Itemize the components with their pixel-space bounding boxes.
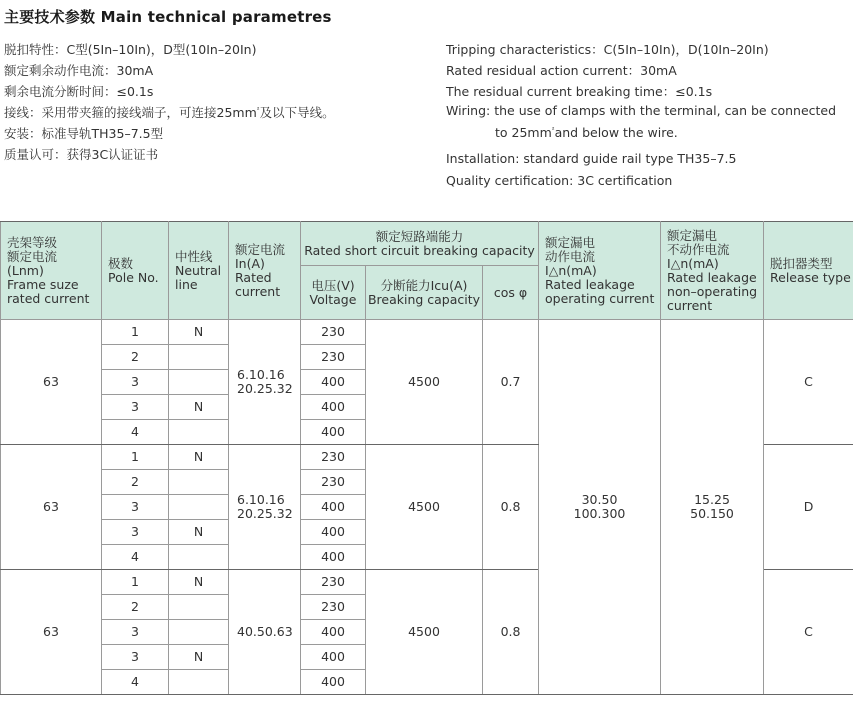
spec-line: to $25mm^{^2}and$ below the wire.: [495, 125, 678, 140]
pole-cell: 3: [102, 370, 169, 395]
neutral-cell: N: [169, 570, 229, 595]
spec-line: 安装：标准导轨TH35–7.5型: [4, 126, 164, 141]
breaking-capacity-cell: 4500: [366, 445, 483, 570]
neutral-cell: N: [169, 520, 229, 545]
voltage-cell: 230: [301, 320, 366, 345]
voltage-cell: 230: [301, 345, 366, 370]
header-release-type: 脱扣器类型 Release type: [764, 222, 853, 320]
neutral-cell: N: [169, 645, 229, 670]
header-rated-current: 额定电流 In(A) Rated current: [229, 222, 301, 320]
breaking-capacity-cell: 4500: [366, 320, 483, 445]
rated-current-cell: 40.50.63: [229, 570, 301, 695]
header-cos: cos φ: [483, 266, 539, 320]
pole-cell: 1: [102, 445, 169, 470]
header-breaking-capacity: 额定短路端能力 Rated short circuit breaking capacity: [301, 222, 539, 266]
leakage-operating-cell: 30.50 100.300: [539, 320, 661, 695]
spec-line: Installation: standard guide rail type TH35–7.5: [446, 151, 737, 166]
spec-line: Quality certification: 3C certification: [446, 173, 673, 188]
rated-current-cell: 6.10.16 20.25.32: [229, 320, 301, 445]
cos-cell: 0.7: [483, 320, 539, 445]
voltage-cell: 400: [301, 495, 366, 520]
pole-cell: 4: [102, 670, 169, 695]
voltage-cell: 400: [301, 520, 366, 545]
table-row: [1, 320, 853, 345]
leakage-nonoperating-cell: 15.25 50.150: [661, 320, 764, 695]
spec-line: Tripping characteristics：C(5In–10In)，D(10In–20In): [446, 42, 769, 57]
neutral-cell: N: [169, 395, 229, 420]
pole-cell: 2: [102, 345, 169, 370]
voltage-cell: 230: [301, 595, 366, 620]
neutral-cell: [169, 420, 229, 445]
release-type-cell: C: [764, 320, 853, 445]
spec-line: Wiring: the use of clamps with the terminal, can be connected: [446, 103, 837, 118]
neutral-cell: [169, 495, 229, 520]
neutral-cell: [169, 370, 229, 395]
spec-line: 脱扣特性：C型(5In–10In)，D型(10In–20In): [4, 42, 257, 57]
voltage-cell: 400: [301, 395, 366, 420]
pole-cell: 2: [102, 595, 169, 620]
frame-current-cell: 63: [1, 320, 102, 445]
neutral-cell: N: [169, 320, 229, 345]
voltage-cell: 230: [301, 445, 366, 470]
spec-line: 额定剩余动作电流：30mA: [4, 63, 154, 78]
header-leakage-operating: 额定漏电 动作电流 I△n(mA) Rated leakage operating current: [539, 222, 661, 320]
neutral-cell: [169, 620, 229, 645]
spec-line: 剩余电流分断时间：≤0.1s: [4, 84, 154, 99]
neutral-cell: [169, 670, 229, 695]
voltage-cell: 400: [301, 670, 366, 695]
neutral-cell: N: [169, 445, 229, 470]
spec-line: Rated residual action current：30mA: [446, 63, 677, 78]
breaking-capacity-cell: 4500: [366, 570, 483, 695]
pole-cell: 4: [102, 420, 169, 445]
neutral-cell: [169, 345, 229, 370]
cos-cell: 0.8: [483, 570, 539, 695]
spec-line: The residual current breaking time：≤0.1s: [446, 84, 713, 99]
pole-cell: 3: [102, 395, 169, 420]
cos-cell: 0.8: [483, 445, 539, 570]
voltage-cell: 400: [301, 420, 366, 445]
header-voltage: 电压(V) Voltage: [301, 266, 366, 320]
page-title: 主要技术参数 Main technical parametres: [4, 8, 332, 26]
release-type-cell: C: [764, 570, 853, 695]
pole-cell: 3: [102, 495, 169, 520]
pole-cell: 1: [102, 570, 169, 595]
pole-cell: 3: [102, 520, 169, 545]
rated-current-cell: 6.10.16 20.25.32: [229, 445, 301, 570]
neutral-cell: [169, 595, 229, 620]
voltage-cell: 230: [301, 570, 366, 595]
voltage-cell: 400: [301, 645, 366, 670]
header-neutral: 中性线 Neutral line: [169, 222, 229, 320]
pole-cell: 1: [102, 320, 169, 345]
header-icu: 分断能力Icu(A) Breaking capacity: [366, 266, 483, 320]
header-pole: 极数 Pole No.: [102, 222, 169, 320]
header-frame: 壳架等级 额定电流 (Lnm) Frame suze rated current: [1, 222, 102, 320]
voltage-cell: 400: [301, 620, 366, 645]
frame-current-cell: 63: [1, 445, 102, 570]
pole-cell: 2: [102, 470, 169, 495]
voltage-cell: 400: [301, 370, 366, 395]
neutral-cell: [169, 545, 229, 570]
neutral-cell: [169, 470, 229, 495]
release-type-cell: D: [764, 445, 853, 570]
frame-current-cell: 63: [1, 570, 102, 695]
header-leakage-nonoperating: 额定漏电 不动作电流 I△n(mA) Rated leakage non–operating current: [661, 222, 764, 320]
spec-line: 接线：采用带夹箍的接线端子，可连接$25mm^{^2}$及以下导线。: [4, 105, 335, 120]
spec-table: [0, 221, 853, 695]
pole-cell: 3: [102, 645, 169, 670]
spec-line: 质量认可：获得3C认证证书: [4, 147, 159, 162]
pole-cell: 4: [102, 545, 169, 570]
voltage-cell: 230: [301, 470, 366, 495]
voltage-cell: 400: [301, 545, 366, 570]
pole-cell: 3: [102, 620, 169, 645]
